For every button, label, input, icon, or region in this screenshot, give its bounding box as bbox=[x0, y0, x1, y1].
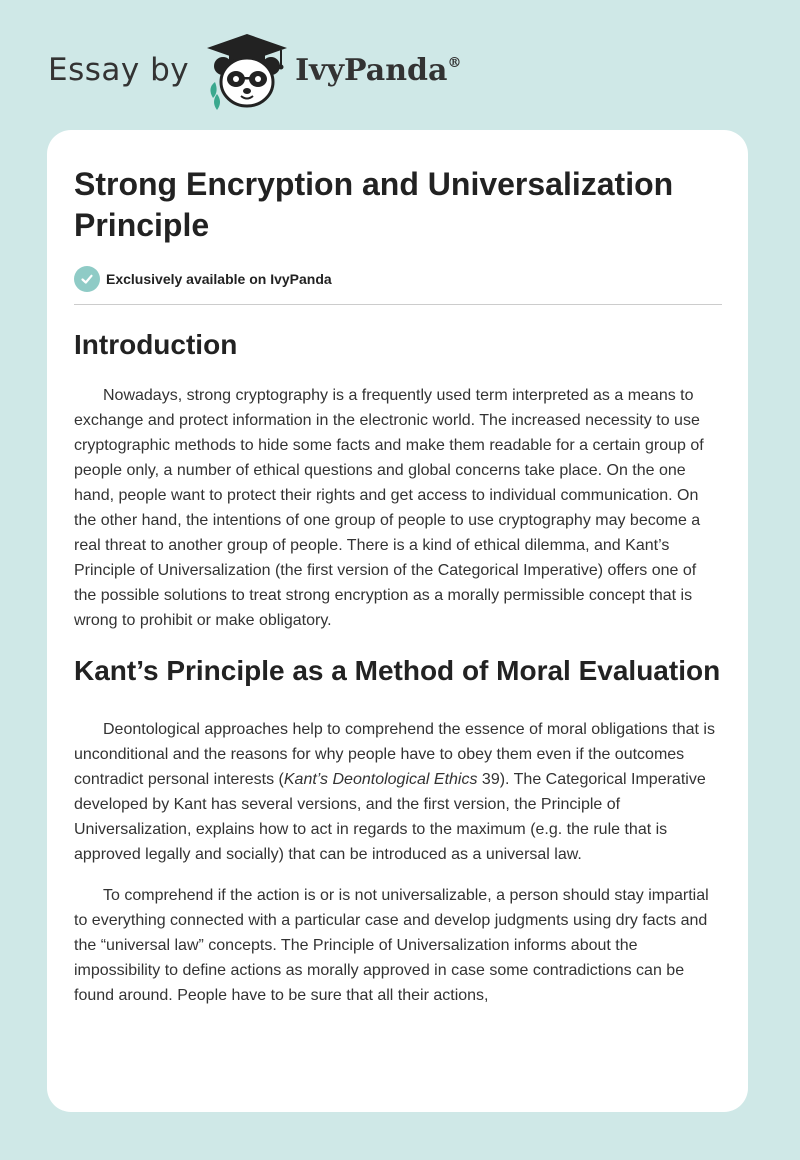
article-content bbox=[74, 130, 722, 1008]
essay-by-label: Essay by bbox=[48, 52, 190, 88]
article-card bbox=[47, 130, 748, 1112]
brand-name[interactable] bbox=[295, 53, 461, 88]
site-header bbox=[48, 30, 461, 110]
exclusive-badge bbox=[74, 266, 722, 292]
citation-title: Kant’s Deontological Ethics bbox=[283, 771, 478, 788]
check-icon bbox=[74, 266, 100, 292]
section-heading-kants-principle: Kant’s Principle as a Method of Moral Evaluation bbox=[74, 655, 721, 686]
registered-mark: ® bbox=[447, 54, 462, 71]
kant-paragraph-2: To comprehend if the action is or is not universalizable, a person should stay impartial to everything connected with a particular case and develop judgments using dry facts and the “universal law” concepts. The Principle of Universalization informs about the impossibility to define actions as morally approved in case some contradictions can be found around. People have to be sure that all their actions, bbox=[74, 887, 709, 1004]
introduction-paragraph: Nowadays, strong cryptography is a frequently used term interpreted as a means to exchange and protect information in the electronic world. The increased necessity to use cryptographic methods to hide some facts and make them readable for a certain group of people only, a number of ethical questions and global concerns take place. On the one hand, people want to protect their rights and get access to individual communication. On the other hand, the intentions of one group of people to use cryptography may become a real threat to another group of people. There is a kind of ethical dilemma, and Kant’s Principle of Universalization (the first version of the Categorical Imperative) offers one of the possible solutions to treat strong encryption as a morally permissible concept that is wrong to prohibit or make obligatory. bbox=[74, 387, 704, 629]
kant-paragraph-1-text-a: Deontological approaches help to comprehend the essence of moral obligations that is unconditional and the reasons for why people have to obey them even if the outcomes contradict personal interests ( bbox=[74, 721, 715, 788]
kant-paragraph-1 bbox=[74, 717, 722, 867]
divider bbox=[74, 304, 722, 305]
brand-label: IvyPanda bbox=[295, 52, 448, 88]
article-title: Strong Encryption and Universalization Principle bbox=[74, 166, 674, 243]
exclusive-label: Exclusively available on IvyPanda bbox=[106, 271, 332, 287]
section-heading-introduction: Introduction bbox=[74, 329, 238, 360]
kant-paragraph-1-text-b: 39). The Categorical Imperative developed by Kant has several versions, and the first version, the Principle of Universalization, explains how to act in regards to the maximum (e.g. the rule that is approved legally and socially) that can be introduced as a universal law. bbox=[74, 771, 706, 863]
ivypanda-logo-icon[interactable] bbox=[203, 30, 291, 110]
